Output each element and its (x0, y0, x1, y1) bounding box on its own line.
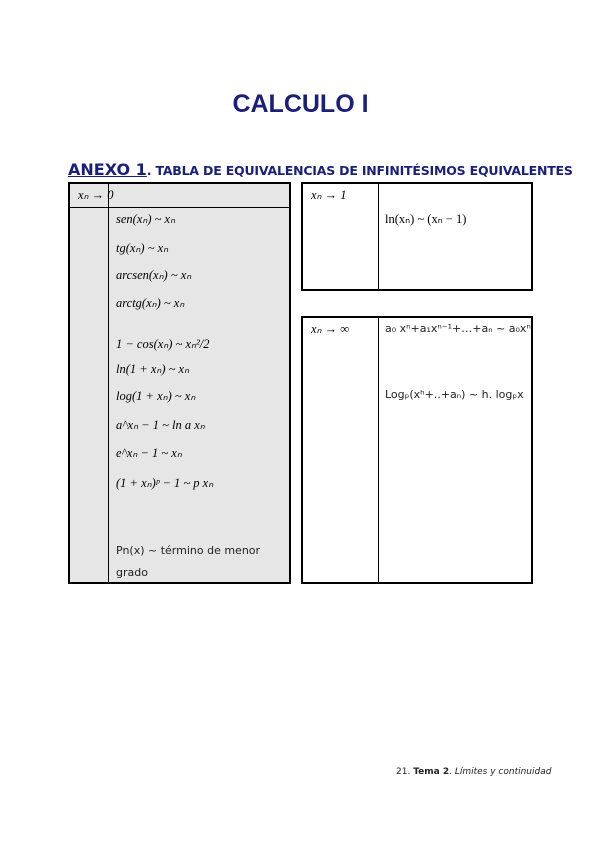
equivalence: tg(xₙ) ~ xₙ (116, 241, 169, 255)
page-number: 21. (396, 767, 411, 777)
table-x-to-one (301, 182, 533, 291)
equivalence: ln(xₙ) ~ (xₙ − 1) (385, 212, 467, 226)
equivalence: 1 − cos(xₙ) ~ xₙ²/2 (116, 337, 210, 351)
header-x-to-infinity: xₙ → ∞ (311, 322, 350, 336)
header-x-to-one: xₙ → 1 (311, 188, 347, 202)
equivalence: arcsen(xₙ) ~ xₙ (116, 268, 192, 282)
note-line: grado (116, 566, 148, 579)
footer-tema: Tema 2 (413, 767, 450, 777)
table-x-to-infinity (301, 316, 533, 584)
equivalence: arctg(xₙ) ~ xₙ (116, 296, 185, 310)
equivalence: a₀ xⁿ+a₁xⁿ⁻¹+…+aₙ ~ a₀xⁿ (385, 322, 531, 335)
equivalence: Logₚ(xʰ+..+aₙ) ~ h. logₚx (385, 388, 524, 401)
annex-heading (68, 160, 573, 179)
equivalence: log(1 + xₙ) ~ xₙ (116, 389, 196, 403)
equivalence: sen(xₙ) ~ xₙ (116, 212, 176, 226)
page-footer (396, 767, 551, 777)
header-x-to-zero: xₙ → 0 (78, 188, 114, 202)
annex-title: . TABLA DE EQUIVALENCIAS DE INFINITÉSIMOS EQUIVALENTES (146, 163, 573, 178)
equivalence: ln(1 + xₙ) ~ xₙ (116, 362, 190, 376)
equivalence: a^xₙ − 1 ~ ln a xₙ (116, 418, 205, 432)
annex-label: ANEXO 1 (68, 160, 147, 179)
note-line: Pn(x) ~ término de menor (116, 544, 261, 557)
page-title: CALCULO I (232, 90, 369, 118)
equivalence: (1 + xₙ)ᵖ − 1 ~ p xₙ (116, 476, 214, 490)
equivalence: e^xₙ − 1 ~ xₙ (116, 446, 182, 460)
table-x-to-zero (68, 182, 291, 584)
footer-topic: . Límites y continuidad (449, 767, 552, 777)
